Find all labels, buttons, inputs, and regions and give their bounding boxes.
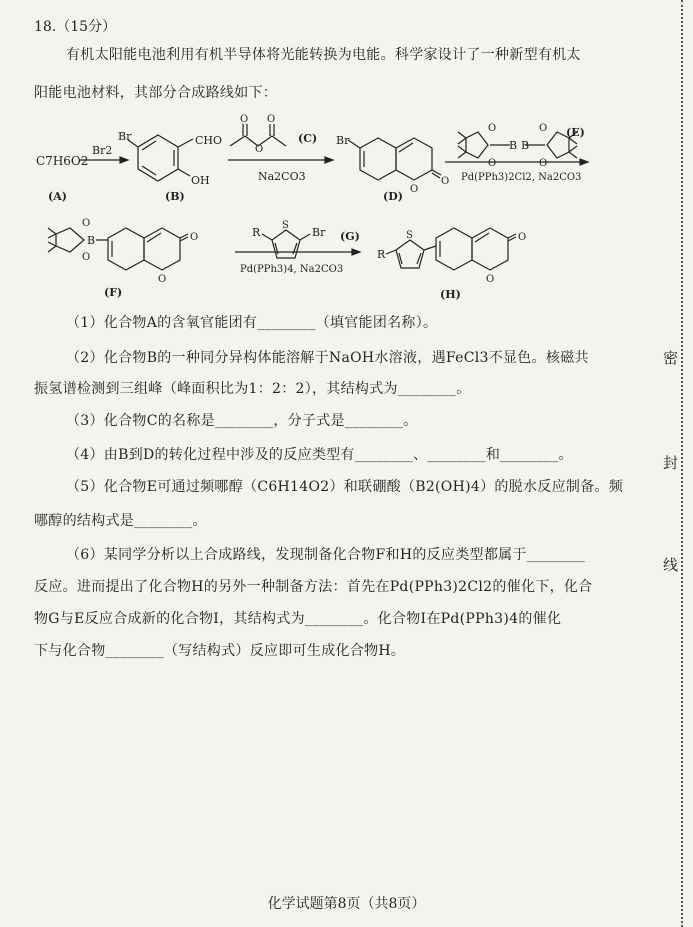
atom-s-h: S [406, 230, 413, 241]
atom-b-f: B [87, 234, 96, 247]
atom-s-g: S [282, 220, 289, 231]
atom-br-b: Br [118, 130, 132, 143]
synthesis-scheme [0, 100, 693, 310]
atom-r-g: R [252, 226, 261, 239]
seal-char-feng: 封 [663, 448, 678, 477]
seal-char-mi: 密 [663, 343, 678, 372]
seal-char-xian: 线 [663, 550, 678, 579]
subquestion-4: （4）由B到D的转化过程中涉及的反应类型有________、________和________。 [66, 447, 573, 463]
intro-line-2: 阳能电池材料，其部分合成路线如下： [34, 85, 278, 101]
label-b: (B) [165, 190, 185, 203]
question-number: 18.（15分） [34, 19, 117, 35]
compound-a-formula: C7H6O2 [36, 154, 89, 168]
atom-o-carbonyl-2: O [267, 114, 276, 125]
subquestion-2-line-1: （2）化合物B的一种同分异构体能溶解于NaOH水溶液，遇FeCl3不显色。核磁共 [66, 350, 589, 366]
atom-o-e-3: O [539, 123, 548, 134]
intro-line-1: 有机太阳能电池利用有机半导体将光能转换为电能。科学家设计了一种新型有机太 [66, 47, 581, 63]
subquestion-5-line-2: 哪醇的结构式是________。 [34, 513, 207, 529]
label-h: (H) [440, 288, 461, 301]
seal-dotted-line [681, 0, 683, 927]
atom-o-ring-f: O [158, 274, 167, 285]
atom-o-ring-d: O [410, 184, 419, 195]
label-d: (D) [383, 190, 403, 203]
condition-na2co3: Na2CO3 [258, 170, 306, 183]
condition-step3: Pd(PPh3)2Cl2, Na2CO3 [461, 172, 582, 183]
subquestion-2-line-2: 振氢谱检测到三组峰（峰面积比为1：2：2），其结构式为________。 [34, 381, 471, 397]
label-a: (A) [48, 190, 67, 203]
atom-o-e-1: O [488, 123, 497, 134]
atom-oh: OH [191, 174, 210, 187]
label-e: (E) [566, 126, 585, 139]
label-f: (F) [104, 286, 123, 299]
subquestion-6-line-2: 反应。进而提出了化合物H的另外一种制备方法：首先在Pd(PPh3)2Cl2的催化下，化合 [34, 579, 593, 595]
atom-o-e-2: O [488, 158, 497, 169]
atom-o-carbonyl-1: O [240, 114, 249, 125]
label-g: (G) [340, 230, 360, 243]
atom-br-g: Br [312, 226, 326, 239]
atom-o-carbonyl-h: O [518, 232, 527, 243]
page-footer: 化学试题第8页（共8页） [267, 896, 426, 912]
atom-b-e-1: B [509, 139, 518, 152]
subquestion-5-line-1: （5）化合物E可通过频哪醇（C6H14O2）和联硼酸（B2(OH)4）的脱水反应制备。频 [66, 479, 624, 495]
subquestion-1: （1）化合物A的含氧官能团有________（填官能团名称）。 [66, 315, 438, 331]
atom-o-e-4: O [539, 158, 548, 169]
label-c: (C) [298, 132, 318, 145]
subquestion-3: （3）化合物C的名称是________，分子式是________。 [66, 413, 418, 429]
atom-cho: CHO [195, 134, 223, 147]
reagent-br2: Br2 [92, 144, 113, 157]
atom-o-anhydride: O [255, 144, 264, 155]
atom-o-f-2: O [82, 252, 91, 263]
atom-br-d: Br [336, 134, 350, 147]
atom-o-ring-h: O [486, 274, 495, 285]
subquestion-6-line-1: （6）某同学分析以上合成路线，发现制备化合物F和H的反应类型都属于________ [66, 547, 586, 563]
atom-o-f-1: O [82, 218, 91, 229]
atom-o-carbonyl-d: O [441, 176, 450, 187]
condition-step4: Pd(PPh3)4, Na2CO3 [240, 264, 344, 275]
subquestion-6-line-4: 下与化合物________（写结构式）反应即可生成化合物H。 [34, 643, 406, 659]
atom-r-h: R [377, 248, 386, 261]
atom-o-carbonyl-f: O [190, 232, 199, 243]
atom-b-e-2: B [521, 139, 530, 152]
subquestion-6-line-3: 物G与E反应合成新的化合物I，其结构式为________。化合物I在Pd(PPh3)4的催化 [34, 611, 562, 627]
